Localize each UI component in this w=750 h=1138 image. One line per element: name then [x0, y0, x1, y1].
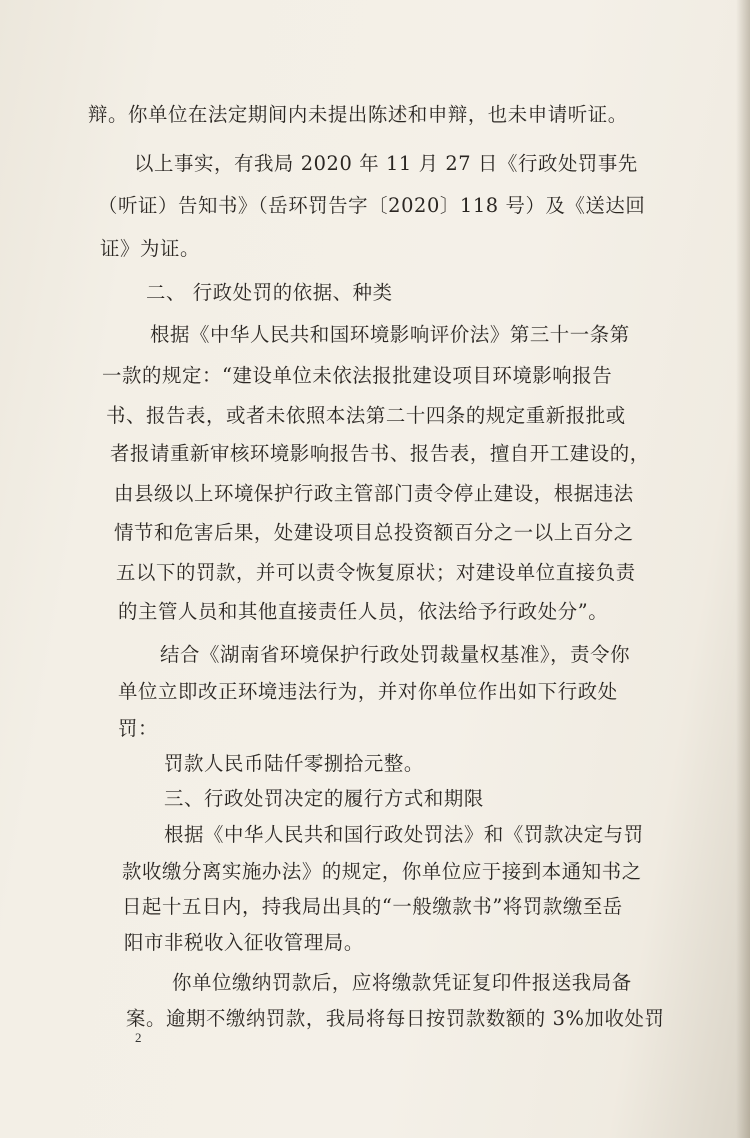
text-line-21: 日起十五日内，持我局出具的“一般缴款书”将罚款缴至岳 [122, 895, 623, 918]
fine-amount: 罚款人民币陆仟零捌拾元整。 [164, 752, 424, 775]
text-line-16: 罚： [118, 717, 158, 740]
text-line-22: 阳市非税收入征收管理局。 [124, 931, 364, 954]
text-line-15: 单位立即改正环境违法行为，并对你单位作出如下行政处 [118, 680, 618, 703]
text-line-3: （听证）告知书》（岳环罚告字〔2020〕118 号）及《送达回 [98, 194, 646, 217]
text-line-4: 证》为证。 [100, 237, 200, 260]
text-line-7: 一款的规定：“建设单位未依法报批建设项目环境影响报告 [102, 364, 613, 387]
text-line-11: 情节和危害后果，处建设项目总投资额百分之一以上百分之 [114, 521, 634, 544]
text-line-2: 以上事实，有我局 2020 年 11 月 27 日《行政处罚事先 [134, 152, 638, 175]
page-edge-shadow [736, 0, 750, 1138]
text-line-10: 由县级以上环境保护行政主管部门责令停止建设，根据违法 [114, 482, 634, 505]
section-heading-3: 三、行政处罚决定的履行方式和期限 [164, 787, 484, 810]
text-line-14: 结合《湖南省环境保护行政处罚裁量权基准》，责令你 [160, 643, 631, 666]
section-heading-2: 二、 行政处罚的依据、种类 [146, 281, 393, 304]
page-number: 2 [135, 1030, 142, 1045]
text-line-19: 根据《中华人民共和国行政处罚法》和《罚款决定与罚 [164, 823, 644, 846]
text-line-1: 辩。你单位在法定期间内未提出陈述和申辩，也未申请听证。 [88, 103, 628, 126]
text-line-6: 根据《中华人民共和国环境影响评价法》第三十一条第 [150, 323, 630, 346]
text-line-12: 五以下的罚款，并可以责令恢复原状；对建设单位直接负责 [116, 561, 636, 584]
text-line-9: 者报请重新审核环境影响报告书、报告表，擅自开工建设的， [110, 442, 650, 465]
text-line-13: 的主管人员和其他直接责任人员，依法给予行政处分”。 [118, 600, 609, 623]
text-line-8: 书、报告表，或者未依照本法第二十四条的规定重新报批或 [106, 404, 626, 427]
text-line-23: 你单位缴纳罚款后，应将缴款凭证复印件报送我局备 [172, 971, 632, 994]
text-line-20: 款收缴分离实施办法》的规定，你单位应于接到本通知书之 [122, 860, 642, 883]
text-line-24: 案。逾期不缴纳罚款，我局将每日按罚款数额的 3%加收处罚 [126, 1007, 665, 1030]
